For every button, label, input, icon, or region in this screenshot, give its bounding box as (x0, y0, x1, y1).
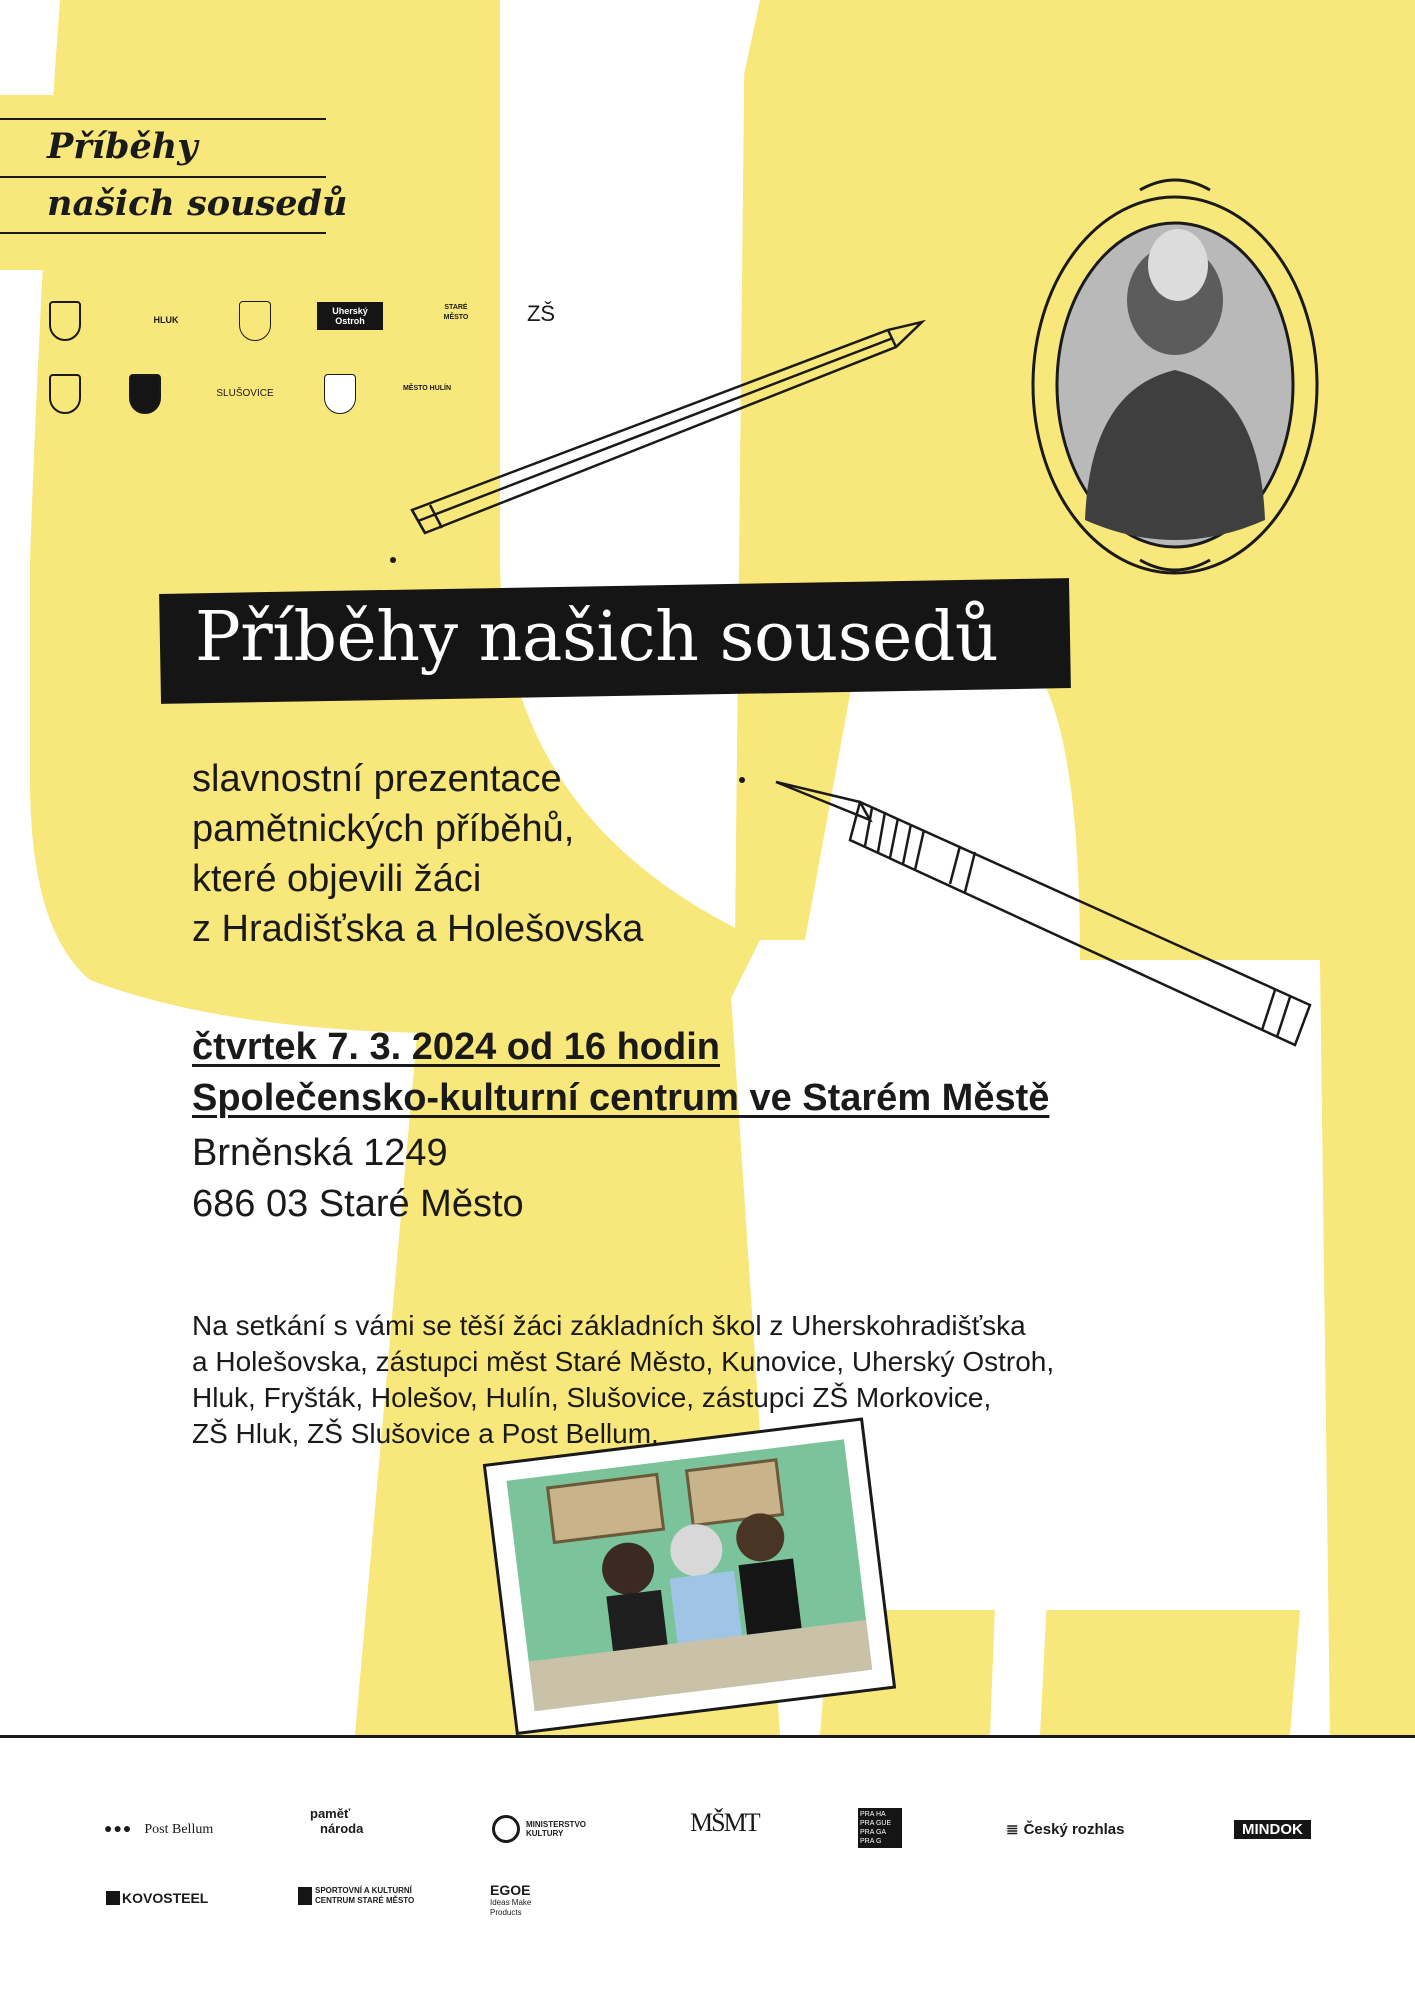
series-rule-top (0, 118, 326, 120)
crest-outline-icon (238, 300, 272, 342)
ministerstvo-kultury-logo (492, 1815, 586, 1843)
mindok-logo (1234, 1820, 1311, 1839)
subtitle-line-1: slavnostní prezentace (192, 758, 562, 800)
page-title: Příběhy našich sousedů (195, 598, 999, 677)
series-rule-middle (0, 176, 326, 178)
ministerstvo-circle-icon (492, 1815, 520, 1843)
rozhlas-icon: ≣ (1006, 1821, 1019, 1838)
post-bellum-text: Post Bellum (144, 1822, 214, 1837)
footer-rule (0, 1735, 1415, 1738)
subtitle-line-4: z Hradišťska a Holešovska (192, 908, 644, 950)
mindok-text: MINDOK (1242, 1821, 1303, 1838)
body-line-3: Hluk, Fryšták, Holešov, Hulín, Slušovice, zástupci ZŠ Morkovice, (192, 1382, 992, 1413)
photo-polaroid (484, 1419, 894, 1733)
series-title-line1: Příběhy (47, 126, 198, 167)
mesto-hulin-logo-icon (400, 376, 454, 402)
kunovice-crest-icon (323, 373, 357, 415)
stare-mesto-logo-icon (428, 300, 484, 326)
egoe-text-2: Ideas Make (490, 1898, 532, 1907)
body-line-2: a Holešovska, zástupci měst Staré Město, Kunovice, Uherský Ostroh, (192, 1346, 1055, 1377)
city-crest-icon (48, 300, 82, 342)
ministerstvo-text-2: KULTURY (526, 1829, 564, 1838)
zs-morkovice-logo-icon (523, 295, 559, 333)
post-bellum-logo (104, 1822, 213, 1838)
frystak-crest-icon (48, 373, 82, 415)
event-city: 686 03 Staré Město (192, 1183, 524, 1225)
hluk-logo-icon (128, 305, 204, 335)
hluk-logo-text: HLUK (153, 315, 179, 325)
pamet-naroda-logo (310, 1806, 363, 1836)
kovosteel-icon (106, 1891, 120, 1905)
uhersky-ostroh-logo-icon (317, 302, 383, 330)
body-line-4: ZŠ Hluk, ZŠ Slušovice a Post Bellum. (192, 1418, 659, 1449)
cesky-rozhlas-text: Český rozhlas (1023, 1820, 1125, 1838)
msmt-text: MŠMT (690, 1808, 759, 1837)
msmt-logo (690, 1808, 759, 1838)
egoe-text-1: EGOE (490, 1882, 531, 1898)
slusovice-logo-text: SLUŠOVICE (216, 388, 274, 399)
subtitle-line-3: které objevili žáci (192, 858, 482, 900)
pamet-naroda-text-2: národa (320, 1821, 364, 1836)
ministerstvo-text-1: MINISTERSTVO (526, 1820, 587, 1829)
mesto-hulin-logo-text: MĚSTO HULÍN (402, 385, 452, 392)
event-venue: Společensko-kulturní centrum ve Starém Městě (192, 1077, 1050, 1119)
zs-morkovice-logo-text: ZŠ (526, 301, 556, 326)
series-rule-bottom (0, 232, 326, 234)
event-street: Brněnská 1249 (192, 1132, 448, 1174)
kovosteel-logo (106, 1890, 208, 1906)
cesky-rozhlas-logo (1006, 1820, 1124, 1838)
slusovice-logo-icon (210, 383, 280, 405)
skc-text-1: SPORTOVNÍ A KULTURNÍ (315, 1886, 412, 1895)
stare-mesto-logo-text: STARÉ MĚSTO (443, 304, 469, 321)
holesov-crest-icon (128, 373, 162, 415)
skc-text-2: CENTRUM STARÉ MĚSTO (315, 1896, 415, 1905)
body-line-1: Na setkání s vámi se těší žáci základních škol z Uherskohradišťska (192, 1310, 1026, 1341)
subtitle-line-2: pamětnických příběhů, (192, 808, 575, 850)
dots-icon: ●●● (104, 1822, 133, 1837)
praha-text: PRA HA PRA GUE PRA GA PRA G (860, 1811, 892, 1845)
kovosteel-text: KOVOSTEEL (122, 1890, 209, 1906)
praha-logo (858, 1808, 902, 1848)
egoe-text-3: Products (490, 1908, 522, 1917)
egoe-logo (490, 1882, 531, 1918)
skc-stare-mesto-logo (298, 1886, 414, 1906)
pamet-naroda-text-1: paměť (310, 1806, 351, 1821)
series-title-line2: našich sousedů (47, 183, 348, 224)
skc-icon (298, 1887, 312, 1905)
event-date: čtvrtek 7. 3. 2024 od 16 hodin (192, 1026, 720, 1068)
uhersky-ostroh-logo-text: Uherský Ostroh (332, 306, 368, 326)
